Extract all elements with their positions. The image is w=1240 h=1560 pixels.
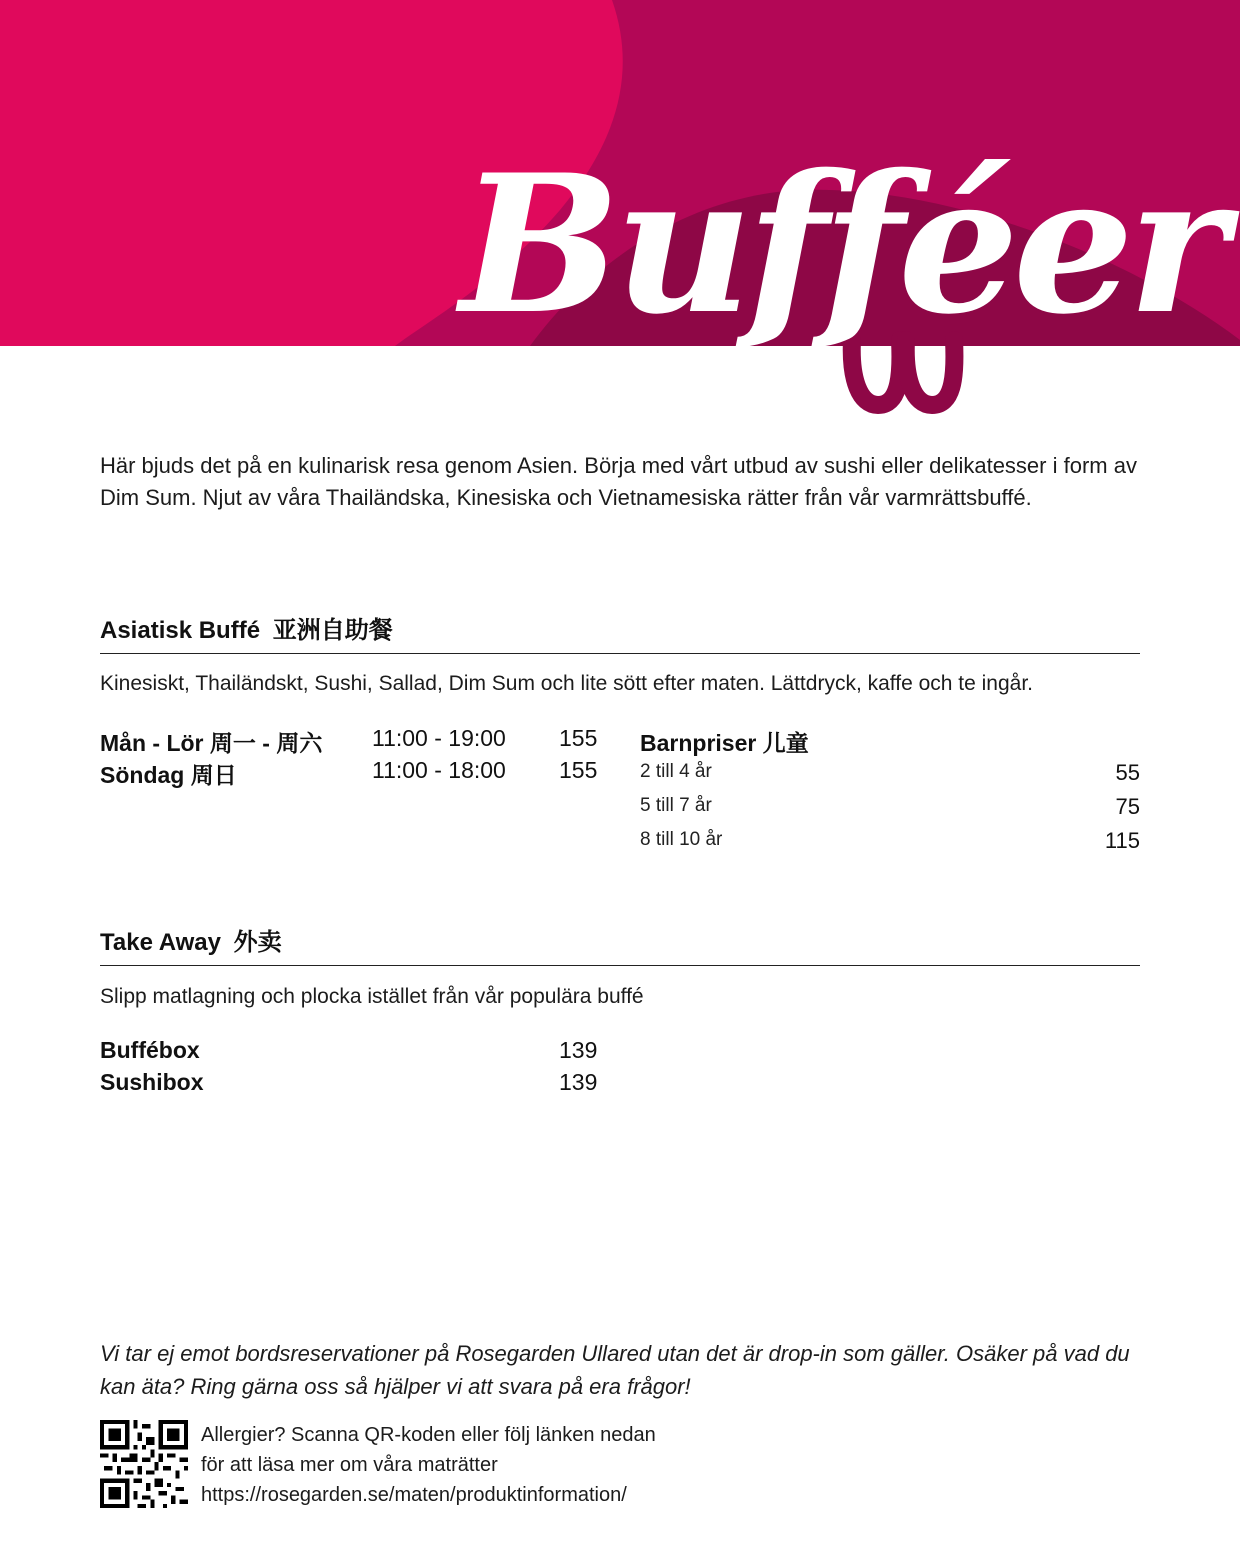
allergy-text-line2: för att läsa mer om våra maträtter	[201, 1454, 498, 1476]
takeaway-item-name: Buffébox	[100, 1037, 200, 1063]
header-banner	[0, 0, 1240, 420]
allergy-text-line1: Allergier? Scanna QR-koden eller följ länken nedan	[201, 1424, 656, 1446]
schedule-hours: 11:00 - 18:00	[372, 757, 506, 783]
schedule-day: Mån - Lör 周一 - 周六	[100, 730, 323, 756]
section-title-text: Take Away	[100, 929, 221, 956]
children-price: 75	[1115, 794, 1140, 819]
schedule-price: 155	[559, 757, 598, 783]
section-title-cjk: 亚洲自助餐	[272, 615, 393, 644]
allergy-link[interactable]: https://rosegarden.se/maten/produktinformation/	[201, 1484, 627, 1506]
takeaway-item-name: Sushibox	[100, 1069, 204, 1095]
intro-text: Här bjuds det på en kulinarisk resa genom Asien. Börja med vårt utbud av sushi eller delikatesser i form av Dim Sum. Njut av våra Thailändska, Kinesiska och Vietnamesiska rätter från vår varmrättsbuffé.	[100, 453, 1137, 510]
takeaway-item-price: 139	[559, 1069, 598, 1095]
schedule-day: Söndag 周日	[100, 762, 237, 788]
children-prices-title: Barnpriser 儿童	[640, 730, 809, 756]
schedule-hours: 11:00 - 19:00	[372, 725, 506, 751]
page-title: Bufféer	[459, 133, 1222, 356]
children-age-label: 5 till 7 år	[640, 795, 712, 816]
takeaway-item-price: 139	[559, 1037, 598, 1063]
children-price: 115	[1104, 828, 1140, 853]
children-age-label: 2 till 4 år	[640, 761, 712, 782]
asiatisk-description: Kinesiskt, Thailändskt, Sushi, Sallad, Dim Sum och lite sött efter maten. Lättdryck, kaffe och te ingår.	[100, 672, 1034, 695]
qr-code-icon[interactable]	[100, 1420, 188, 1508]
section-title-cjk: 外卖	[233, 927, 282, 956]
reservation-note: Vi tar ej emot bordsreservationer på Rosegarden Ullared utan det är drop-in som gäller. Osäker på vad du kan äta? Ring gärna oss så hjälper vi att svara på era frågor!	[100, 1341, 1130, 1399]
takeaway-description: Slipp matlagning och plocka istället från vår populära buffé	[100, 985, 644, 1008]
section-title-asiatisk	[100, 610, 1140, 654]
children-age-label: 8 till 10 år	[640, 829, 723, 850]
schedule-price: 155	[559, 725, 598, 751]
allergy-info	[201, 1420, 656, 1510]
section-title-takeaway	[100, 922, 1140, 966]
children-price: 55	[1115, 760, 1140, 785]
section-title-text: Asiatisk Buffé	[100, 617, 261, 644]
